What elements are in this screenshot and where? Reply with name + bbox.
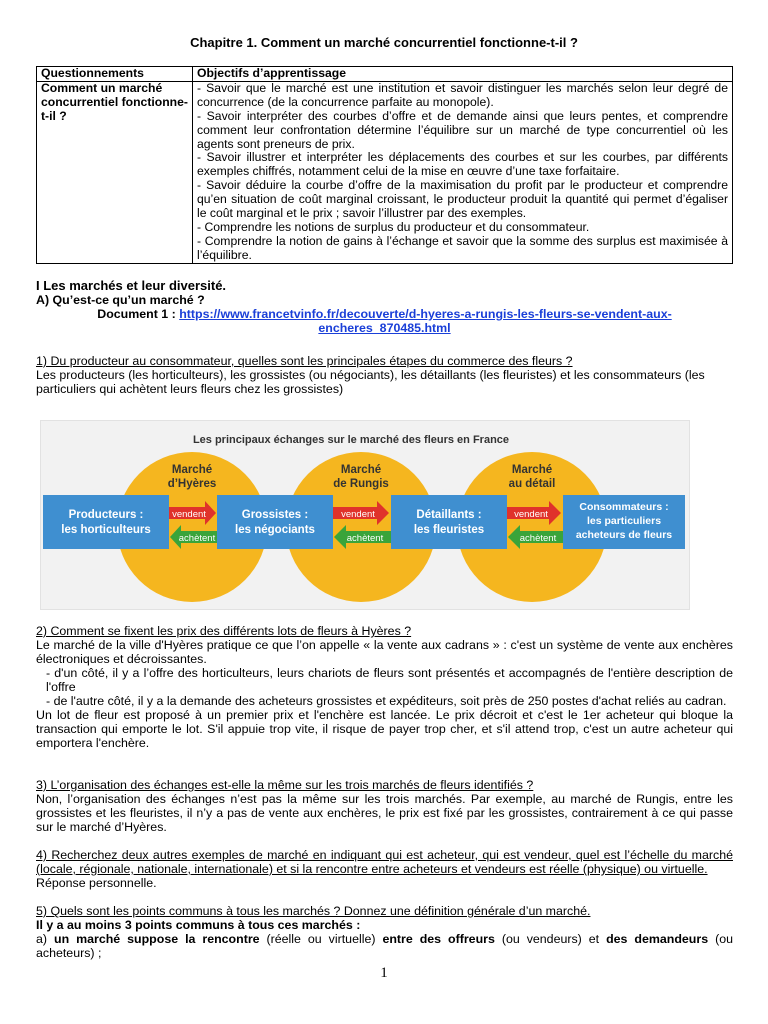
objective-item: - Savoir que le marché est une institution et savoir distinguer les marchés selon leur degré de concurrence (de la concurrence parfaite au monopole). [197,80,728,109]
header-questionnements: Questionnements [37,67,193,82]
actor-box-producteurs [43,495,169,549]
sell-label: vendent [172,509,206,520]
question-5 [36,904,733,960]
actor-box-detaillants [391,495,507,549]
objective-item: - Comprendre la notion de gains à l’échange et savoir que la somme des surplus est maximisée à l’équilibre. [197,233,728,262]
actor-label-line2: les particuliers [586,515,662,527]
actor-box-grossistes [217,495,333,549]
question-2-paragraph: - d'un côté, il y a l’offre des horticulteurs, leurs chariots de fleurs sont présentés et accompagnés de l'entière description de l'offre [46,666,733,694]
flower-market-diagram [41,421,689,609]
document-label: Document 1 : [97,307,180,321]
question-1 [36,354,733,396]
question-2-text: 2) Comment se fixent les prix des différents lots de fleurs à Hyères ? [36,624,412,638]
question-5-bold-line: Il y a au moins 3 points communs à tous ces marchés : [36,918,361,932]
market-name-line1: Marché [171,464,213,476]
objective-item: - Comprendre les notions de surplus du producteur et du consommateur. [197,219,590,234]
actor-label-line1: Producteurs : [68,509,144,521]
objectives-table [36,66,733,264]
question-3-text: 3) L’organisation des échanges est-elle la même sur les trois marchés de fleurs identifiés ? [36,778,534,792]
question-4-text: 4) Recherchez deux autres exemples de marché en indiquant qui est acheteur, qui est vendeur, quel est l’échelle du marché (locale, régionale, nationale, internationale) et si la rencontre entre acheteurs et vendeurs est réelle (physique) ou virtuelle. [36,848,733,876]
table-row [37,81,733,263]
actor-label-line1: Grossistes : [241,509,309,521]
document-reference [36,307,733,335]
market-name-line1: Marché [340,464,382,476]
question-cell: Comment un marché concurrentiel fonctionne-t-il ? [37,81,193,263]
sell-label: vendent [341,509,375,520]
subsection-heading: A) Qu’est-ce qu’un marché ? [36,293,205,307]
actor-label-line1: Consommateurs : [579,501,669,513]
page-title: Chapitre 1. Comment un marché concurrentiel fonctionne-t-il ? [190,35,578,50]
objective-item: - Savoir interpréter des courbes d’offre et de demande ainsi que leurs pentes, et comprendre comment leur confrontation détermine l’équilibre sur un marché de type concurrentiel où les agents sont preneurs de prix. [197,108,728,151]
question-2-paragraph: - de l'autre côté, il y a la demande des acheteurs grossistes et expéditeurs, soit près de 250 postes d'achat reliés au cadran. [46,694,727,708]
section-heading: I Les marchés et leur diversité. [36,278,227,293]
objectives-cell [193,81,733,263]
buy-label: achètent [519,533,557,544]
actor-label-line2: les horticulteurs [61,524,151,536]
question-2-paragraph: Le marché de la ville d'Hyères pratique ce que l’on appelle « la vente aux cadrans » : c'est un système de vente aux enchères électroniques et décroissantes. [36,638,733,666]
table-header-row [37,67,733,82]
market-name-line1: Marché [511,464,553,476]
buy-label: achètent [178,533,216,544]
market-name-line2: d’Hyères [167,478,217,490]
page-number: 1 [380,965,388,981]
buy-label: achètent [346,533,384,544]
actor-label-line1: Détaillants : [416,509,482,521]
question-1-text: 1) Du producteur au consommateur, quelles sont les principales étapes du commerce des fleurs ? [36,354,573,368]
header-objectifs: Objectifs d’apprentissage [193,67,733,82]
sell-label: vendent [514,509,548,520]
objective-item: - Savoir déduire la courbe d’offre de la maximisation du profit par le producteur et comprendre qu’en situation de coût marginal croissant, le producteur produit la quantité qui permet d’égaliser le coût marginal et le prix ; savoir l’illustrer par des exemples. [197,178,728,221]
market-name-line2: de Rungis [333,478,389,490]
question-3 [36,778,733,834]
flower-market-figure [40,420,690,610]
actor-label-line2: les fleuristes [413,524,485,536]
actor-label-line2: les négociants [235,524,315,536]
objective-item: - Savoir illustrer et interpréter les déplacements des courbes et sur les courbes, par différents exemples chiffrés, notamment celui de la mise en œuvre d’une taxe forfaitaire. [197,150,728,179]
question-4 [36,848,733,890]
question-2 [36,624,733,750]
question-4-answer: Réponse personnelle. [36,876,157,890]
question-3-answer: Non, l’organisation des échanges n’est pas la même sur les trois marchés. Par exemple, au marché de Rungis, entre les grossistes et les fleuristes, il n’y a pas de vente aux enchères, le prix est fixé par les grossistes, contrairement à ce qui passe sur le marché d’Hyères. [36,792,733,834]
question-5-point-a: a) un marché suppose la rencontre (réelle ou virtuelle) entre des offreurs (ou vendeurs) et des demandeurs (ou acheteurs) ; [36,932,733,960]
figure-title: Les principaux échanges sur le marché des fleurs en France [192,434,510,446]
section-1 [36,279,733,335]
question-5-text: 5) Quels sont les points communs à tous les marchés ? Donnez une définition générale d’un marché. [36,904,591,918]
document-link[interactable]: https://www.francetvinfo.fr/decouverte/d-hyeres-a-rungis-les-fleurs-se-vendent-aux- encheres_870485.html [179,307,672,335]
question-1-answer: Les producteurs (les horticulteurs), les grossistes (ou négociants), les détaillants (les fleuristes) et les consommateurs (les particuliers qui achètent leurs fleurs chez les grossistes) [36,368,705,396]
question-2-paragraph: Un lot de fleur est proposé à un premier prix et l'enchère est lancée. Le prix décroit et c'est le 1er acheteur qui bloque la transaction qui emporte le lot. S'il appuie trop vite, il risque de payer trop cher, et s'il attend trop, c'est un autre acheteur qui emportera l'enchère. [36,708,733,750]
market-name-line2: au détail [508,478,556,490]
actor-label-line3: acheteurs de fleurs [575,529,673,541]
